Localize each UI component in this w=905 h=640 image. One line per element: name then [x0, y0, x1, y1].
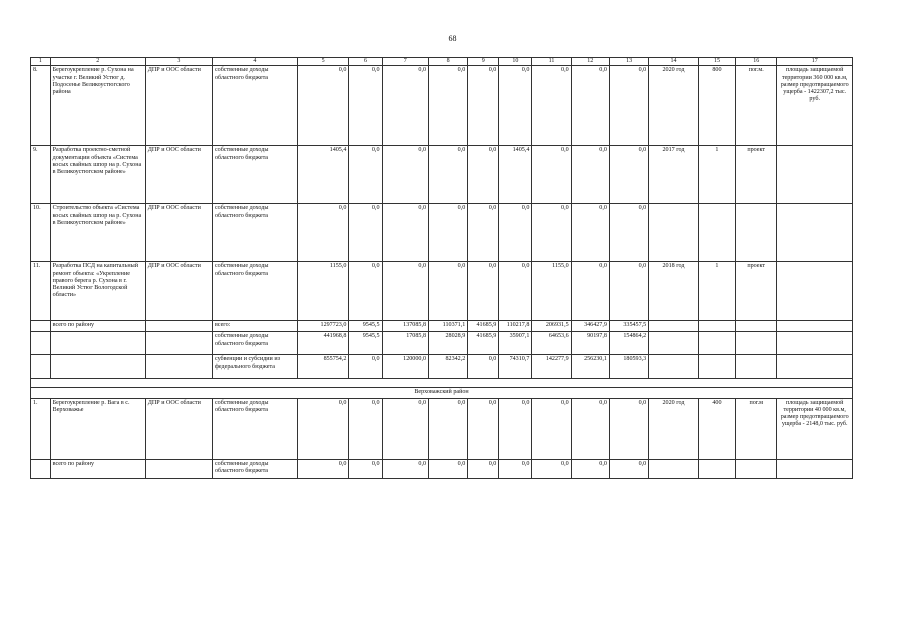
- note: [777, 204, 853, 262]
- value-cell: 0,0: [382, 398, 429, 459]
- unit: пог.м.: [736, 66, 777, 146]
- value-cell: 137085,8: [382, 321, 429, 332]
- value-cell: 0,0: [382, 459, 429, 478]
- value-cell: 0,0: [571, 146, 609, 204]
- empty-cell: [698, 355, 735, 379]
- funding-source: собственные доходы областного бюджета: [212, 66, 297, 146]
- value-cell: 0,0: [429, 146, 468, 204]
- empty-cell: [50, 355, 145, 379]
- empty-cell: [777, 355, 853, 379]
- value-cell: 346427,9: [571, 321, 609, 332]
- empty-cell: [31, 355, 51, 379]
- activity-name: Строительство объекта «Система косых свайных шпор на р. Сухона в Великоустюгском районе»: [50, 204, 145, 262]
- value-cell: 9545,5: [349, 332, 382, 355]
- value-cell: 0,0: [571, 66, 609, 146]
- value-cell: 90197,8: [571, 332, 609, 355]
- funding-source: собственные доходы областного бюджета: [212, 332, 297, 355]
- value-cell: 0,0: [609, 66, 648, 146]
- year: 2017 год: [649, 146, 699, 204]
- executor: ДПР и ООС области: [145, 146, 212, 204]
- column-header: 1: [31, 58, 51, 66]
- empty-cell: [649, 459, 699, 478]
- column-header: 4: [212, 58, 297, 66]
- value-cell: 206931,5: [532, 321, 571, 332]
- table-row: [31, 146, 853, 204]
- value-cell: 0,0: [468, 204, 499, 262]
- table-row: [31, 262, 853, 321]
- value-cell: 0,0: [609, 398, 648, 459]
- value-cell: 1155,0: [297, 262, 349, 321]
- empty-cell: [31, 379, 853, 388]
- empty-cell: [777, 332, 853, 355]
- empty-cell: [145, 321, 212, 332]
- empty-cell: [777, 321, 853, 332]
- empty-cell: [145, 355, 212, 379]
- column-header: 2: [50, 58, 145, 66]
- value-cell: 120000,0: [382, 355, 429, 379]
- note: площадь защищаемой территории 40 000 кв.м, размер предотвращаемого ущерба - 2148,0 тыс. руб.: [777, 398, 853, 459]
- value-cell: 0,0: [468, 459, 499, 478]
- column-header: 11: [532, 58, 571, 66]
- empty-cell: [649, 332, 699, 355]
- value-cell: 0,0: [349, 204, 382, 262]
- value-cell: 0,0: [609, 262, 648, 321]
- value-cell: 0,0: [382, 66, 429, 146]
- funding-source: собственные доходы областного бюджета: [212, 204, 297, 262]
- column-header: 15: [698, 58, 735, 66]
- value-cell: 0,0: [297, 66, 349, 146]
- column-header: 5: [297, 58, 349, 66]
- table-row: [31, 204, 853, 262]
- value-cell: 0,0: [468, 355, 499, 379]
- table-row: [31, 398, 853, 459]
- value-cell: 0,0: [349, 355, 382, 379]
- empty-cell: [31, 321, 51, 332]
- empty-cell: [31, 332, 51, 355]
- executor: ДПР и ООС области: [145, 262, 212, 321]
- empty-cell: [736, 355, 777, 379]
- year: 2020 год: [649, 398, 699, 459]
- year: [649, 204, 699, 262]
- activity-name: Берегоукрепление р. Вага в с. Верховажье: [50, 398, 145, 459]
- unit: пог.м: [736, 398, 777, 459]
- column-header: 14: [649, 58, 699, 66]
- value-cell: 0,0: [609, 459, 648, 478]
- activity-name: Берегоукрепление р. Сухона на участке г. Великий Устюг д. Подосенье Великоустюгского района: [50, 66, 145, 146]
- row-number: 9.: [31, 146, 51, 204]
- value-cell: 0,0: [429, 459, 468, 478]
- value-cell: 1405,4: [297, 146, 349, 204]
- value-cell: 0,0: [499, 204, 532, 262]
- value-cell: 142277,9: [532, 355, 571, 379]
- value-cell: 0,0: [468, 262, 499, 321]
- quantity: 400: [698, 398, 735, 459]
- value-cell: 41685,9: [468, 321, 499, 332]
- district-total-row: [31, 355, 853, 379]
- value-cell: 0,0: [349, 262, 382, 321]
- empty-cell: [736, 332, 777, 355]
- district-total-label: всего по району: [50, 321, 145, 332]
- value-cell: 0,0: [468, 398, 499, 459]
- funding-source: собственные доходы областного бюджета: [212, 262, 297, 321]
- empty-cell: [649, 355, 699, 379]
- funding-source: собственные доходы областного бюджета: [212, 398, 297, 459]
- funding-source: собственные доходы областного бюджета: [212, 146, 297, 204]
- column-header: 12: [571, 58, 609, 66]
- value-cell: 0,0: [609, 146, 648, 204]
- value-cell: 41685,9: [468, 332, 499, 355]
- page-number: 68: [448, 34, 457, 43]
- value-cell: 0,0: [468, 66, 499, 146]
- value-cell: 0,0: [571, 459, 609, 478]
- note: [777, 262, 853, 321]
- quantity: 1: [698, 262, 735, 321]
- value-cell: 0,0: [499, 262, 532, 321]
- value-cell: 0,0: [349, 146, 382, 204]
- row-number: 11.: [31, 262, 51, 321]
- value-cell: 0,0: [499, 459, 532, 478]
- value-cell: 0,0: [532, 146, 571, 204]
- value-cell: 82342,2: [429, 355, 468, 379]
- table-body: [31, 58, 853, 479]
- column-header: 7: [382, 58, 429, 66]
- value-cell: 0,0: [349, 398, 382, 459]
- empty-cell: [145, 332, 212, 355]
- value-cell: 0,0: [429, 262, 468, 321]
- year: 2018 год: [649, 262, 699, 321]
- value-cell: 0,0: [297, 398, 349, 459]
- empty-cell: [777, 459, 853, 478]
- note: [777, 146, 853, 204]
- column-header: 6: [349, 58, 382, 66]
- executor: ДПР и ООС области: [145, 66, 212, 146]
- funding-source: всего:: [212, 321, 297, 332]
- value-cell: 0,0: [297, 459, 349, 478]
- unit: проект: [736, 146, 777, 204]
- row-number: 8.: [31, 66, 51, 146]
- district-total-row: [31, 321, 853, 332]
- value-cell: 0,0: [532, 66, 571, 146]
- section-title-row: [31, 388, 853, 398]
- unit: проект: [736, 262, 777, 321]
- program-table: [30, 57, 853, 479]
- value-cell: 0,0: [532, 459, 571, 478]
- section-title: Верховажский район: [31, 388, 853, 398]
- value-cell: 9545,5: [349, 321, 382, 332]
- quantity: [698, 204, 735, 262]
- value-cell: 0,0: [468, 146, 499, 204]
- activity-name: Разработка ПСД на капитальный ремонт объекта: «Укрепление правого берега р. Сухона в г. Великий Устюг Вологодской области»: [50, 262, 145, 321]
- value-cell: 0,0: [349, 66, 382, 146]
- empty-cell: [31, 459, 51, 478]
- value-cell: 0,0: [499, 398, 532, 459]
- note: площадь защищаемой территории 360 000 кв.м, размер предотвращаемого ущерба - 1422307,2 тыс. руб.: [777, 66, 853, 146]
- value-cell: 0,0: [532, 204, 571, 262]
- funding-source: собственные доходы областного бюджета: [212, 459, 297, 478]
- section-total-label: всего по району: [50, 459, 145, 478]
- value-cell: 0,0: [349, 459, 382, 478]
- executor: ДПР и ООС области: [145, 398, 212, 459]
- quantity: 1: [698, 146, 735, 204]
- table-row: [31, 66, 853, 146]
- empty-cell: [736, 321, 777, 332]
- column-header: 8: [429, 58, 468, 66]
- row-number: 1.: [31, 398, 51, 459]
- empty-cell: [698, 459, 735, 478]
- empty-cell: [649, 321, 699, 332]
- value-cell: 0,0: [609, 204, 648, 262]
- value-cell: 28028,9: [429, 332, 468, 355]
- value-cell: 74310,7: [499, 355, 532, 379]
- column-header: 17: [777, 58, 853, 66]
- executor: ДПР и ООС области: [145, 204, 212, 262]
- column-header: 13: [609, 58, 648, 66]
- value-cell: 0,0: [429, 66, 468, 146]
- value-cell: 0,0: [382, 262, 429, 321]
- spacer-row: [31, 379, 853, 388]
- unit: [736, 204, 777, 262]
- column-header: 10: [499, 58, 532, 66]
- activity-name: Разработка проектно-сметной документации объекта «Система косых свайных шпор на р. Сухона в Великоустюгском районе»: [50, 146, 145, 204]
- district-total-row: [31, 332, 853, 355]
- column-header: 3: [145, 58, 212, 66]
- funding-source: субвенции и субсидии из федерального бюджета: [212, 355, 297, 379]
- value-cell: 1405,4: [499, 146, 532, 204]
- value-cell: 0,0: [532, 398, 571, 459]
- header-row: [31, 58, 853, 66]
- value-cell: 0,0: [571, 398, 609, 459]
- value-cell: 1297723,0: [297, 321, 349, 332]
- value-cell: 110217,8: [499, 321, 532, 332]
- value-cell: 1155,0: [532, 262, 571, 321]
- quantity: 800: [698, 66, 735, 146]
- value-cell: 335457,5: [609, 321, 648, 332]
- value-cell: 0,0: [429, 398, 468, 459]
- value-cell: 110371,1: [429, 321, 468, 332]
- value-cell: 64653,6: [532, 332, 571, 355]
- value-cell: 180593,3: [609, 355, 648, 379]
- empty-cell: [698, 332, 735, 355]
- value-cell: 17085,8: [382, 332, 429, 355]
- row-number: 10.: [31, 204, 51, 262]
- value-cell: 855754,2: [297, 355, 349, 379]
- value-cell: 0,0: [382, 146, 429, 204]
- empty-cell: [698, 321, 735, 332]
- value-cell: 0,0: [571, 204, 609, 262]
- value-cell: 441968,8: [297, 332, 349, 355]
- empty-cell: [736, 459, 777, 478]
- section-total-row: [31, 459, 853, 478]
- value-cell: 256230,1: [571, 355, 609, 379]
- value-cell: 0,0: [571, 262, 609, 321]
- value-cell: 154864,2: [609, 332, 648, 355]
- value-cell: 35907,1: [499, 332, 532, 355]
- column-header: 9: [468, 58, 499, 66]
- value-cell: 0,0: [297, 204, 349, 262]
- column-header: 16: [736, 58, 777, 66]
- empty-cell: [50, 332, 145, 355]
- value-cell: 0,0: [382, 204, 429, 262]
- year: 2020 год: [649, 66, 699, 146]
- empty-cell: [145, 459, 212, 478]
- value-cell: 0,0: [499, 66, 532, 146]
- value-cell: 0,0: [429, 204, 468, 262]
